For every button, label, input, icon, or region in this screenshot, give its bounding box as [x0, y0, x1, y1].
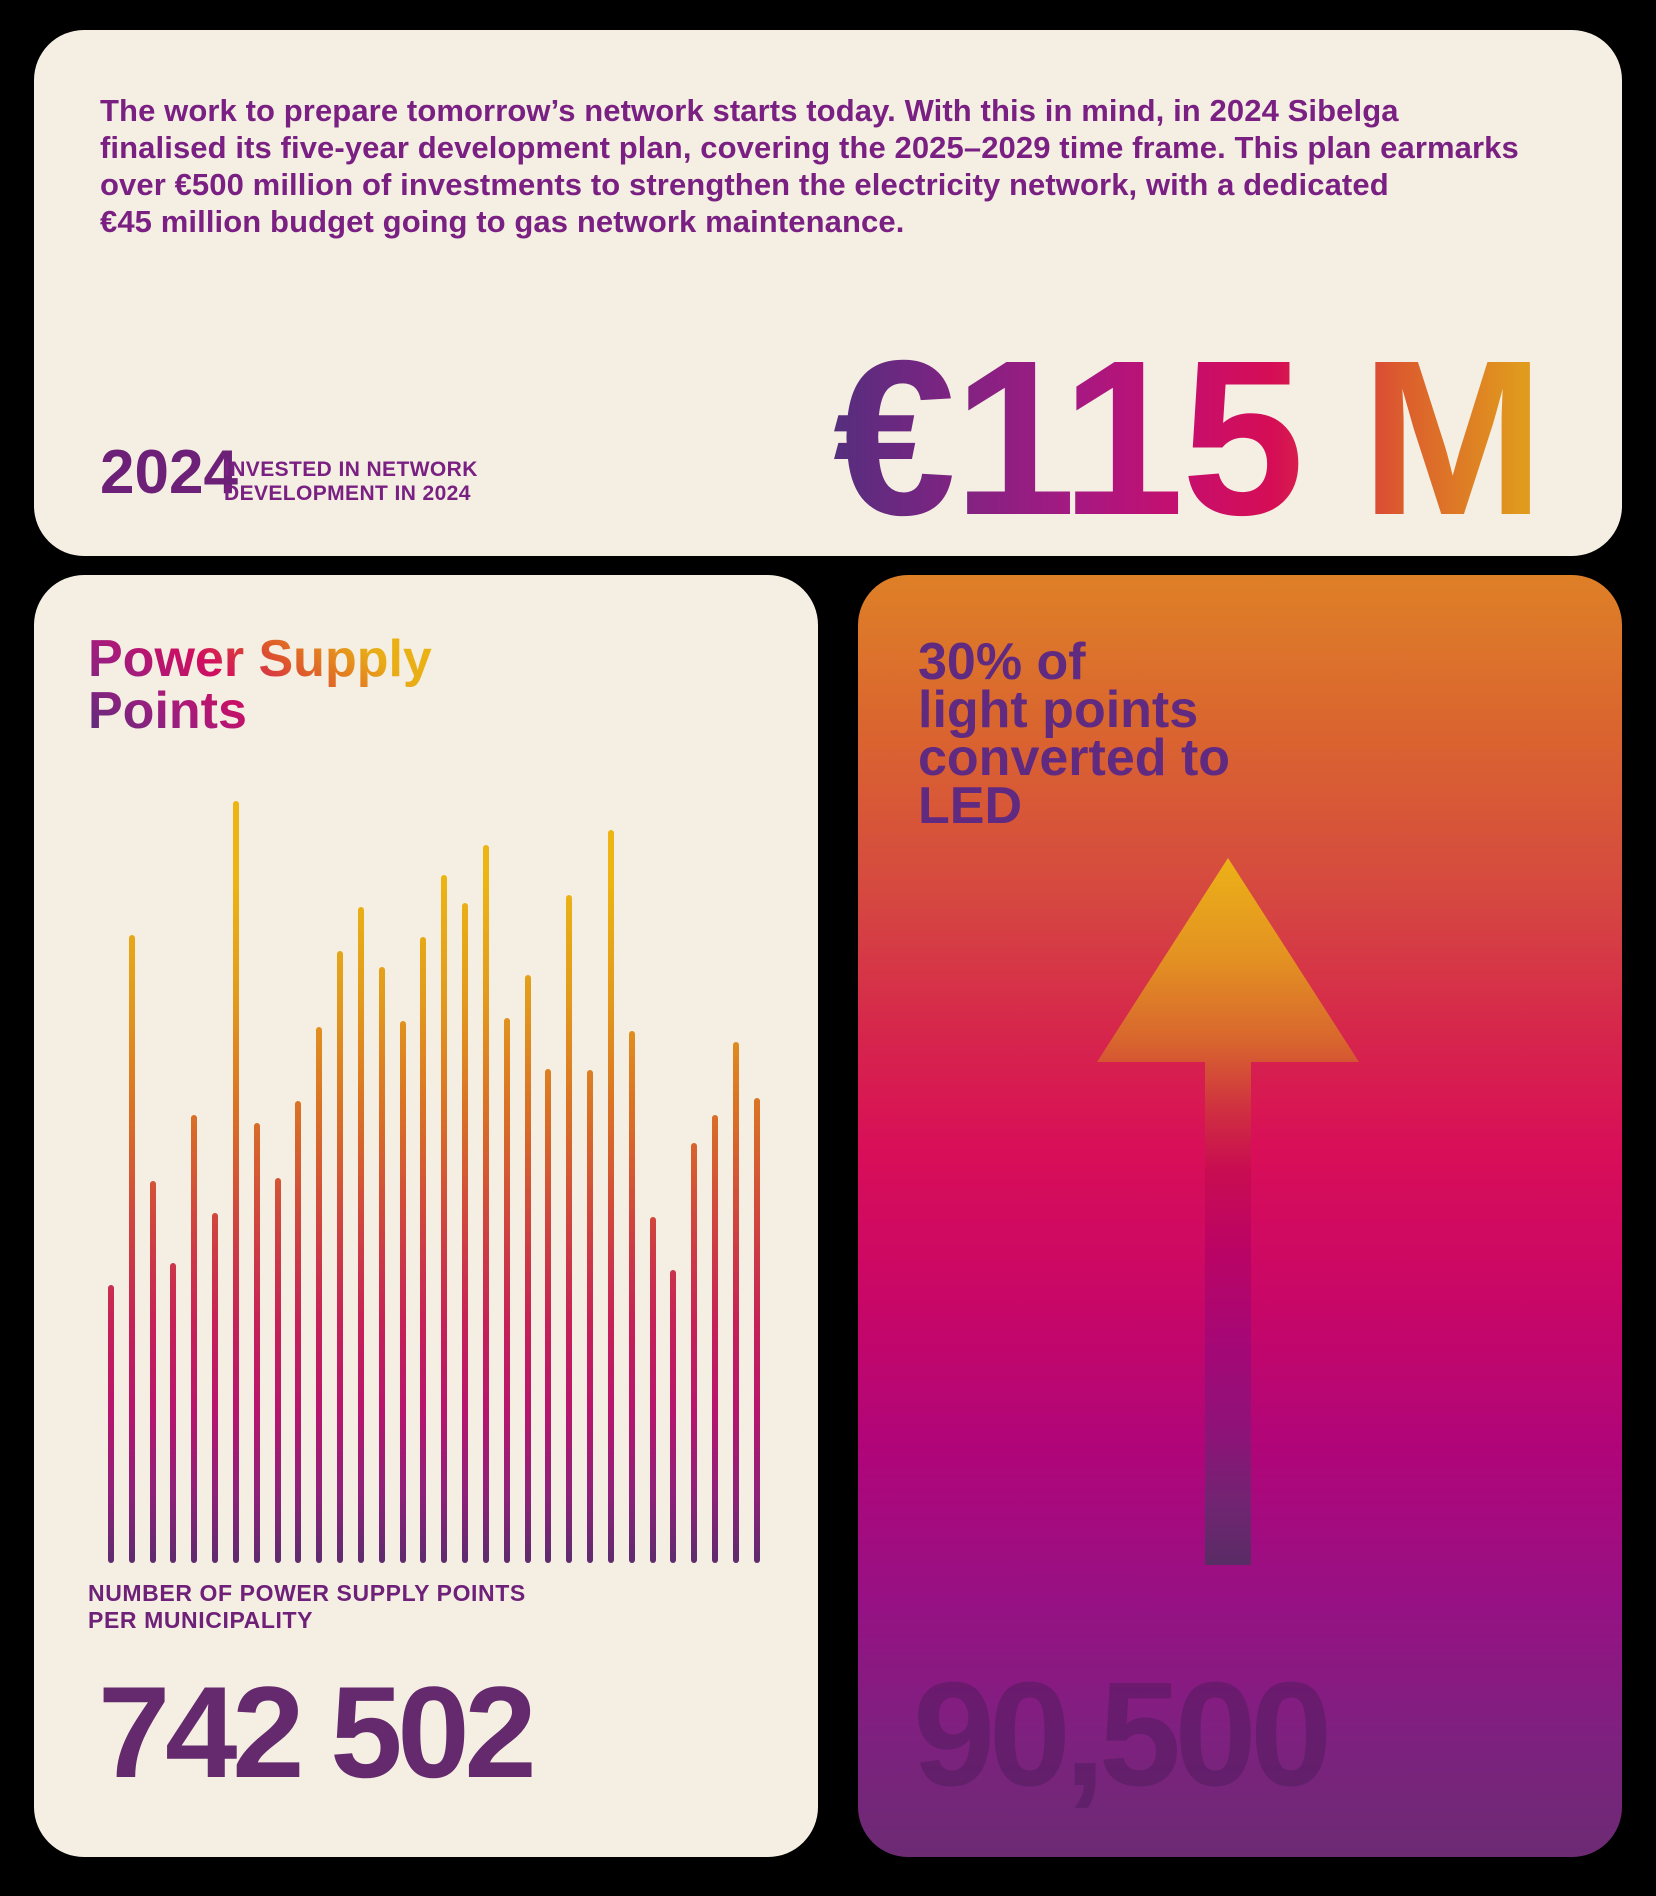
intro-paragraph-line: €45 million budget going to gas network maintenance.	[100, 204, 905, 239]
intro-paragraph-line: finalised its five-year development plan, covering the 2025–2029 time frame. This plan earmarks	[100, 130, 1519, 165]
bar	[212, 1213, 218, 1563]
led-headline-line: light points	[918, 681, 1199, 739]
invested-caption-line: INVESTED IN NETWORK	[224, 458, 478, 481]
bar	[504, 1018, 510, 1563]
bar	[191, 1115, 197, 1563]
bar	[420, 937, 426, 1563]
bar	[400, 1021, 406, 1563]
chart-title-line: Points	[88, 682, 247, 740]
bar	[608, 830, 614, 1563]
bar	[670, 1270, 676, 1563]
bar	[525, 975, 531, 1563]
chart-caption	[88, 1580, 526, 1634]
bar	[733, 1042, 739, 1563]
invested-caption	[224, 458, 478, 506]
power-supply-points-card	[34, 575, 818, 1857]
led-points-value: 90,500	[913, 1652, 1326, 1817]
bar	[566, 895, 572, 1563]
bar	[462, 903, 468, 1563]
chart-title-line: Power Supply	[88, 630, 432, 688]
chart-caption-line: PER MUNICIPALITY	[88, 1607, 314, 1633]
bar	[150, 1181, 156, 1563]
bar	[254, 1123, 260, 1563]
led-headline-line: converted to	[918, 729, 1231, 787]
led-headline-line: LED	[918, 777, 1022, 835]
intro-paragraph-line: over €500 million of investments to strengthen the electricity network, with a dedicated	[100, 167, 1389, 202]
bar	[233, 801, 239, 1563]
intro-paragraph	[100, 92, 1519, 240]
year-label: 2024	[100, 438, 238, 507]
bar	[275, 1178, 281, 1563]
bar	[379, 967, 385, 1563]
intro-paragraph-line: The work to prepare tomorrow’s network starts today. With this in mind, in 2024 Sibelga	[100, 93, 1399, 128]
total-power-supply-points-value: 742 502	[98, 1659, 532, 1805]
bar	[170, 1263, 176, 1563]
bar-chart	[108, 801, 760, 1563]
bar	[629, 1031, 635, 1563]
bar	[316, 1027, 322, 1563]
bar	[712, 1115, 718, 1563]
bar	[691, 1143, 697, 1563]
bar	[337, 951, 343, 1563]
led-headline-line: 30% of	[918, 633, 1086, 691]
chart-title	[88, 630, 432, 740]
bar	[545, 1069, 551, 1563]
bar	[587, 1070, 593, 1563]
bar	[295, 1101, 301, 1563]
led-conversion-card	[858, 575, 1622, 1857]
bar	[108, 1285, 114, 1563]
chart-caption-line: NUMBER OF POWER SUPPLY POINTS	[88, 1580, 526, 1606]
bar	[358, 907, 364, 1563]
invested-caption-line: DEVELOPMENT IN 2024	[224, 482, 471, 505]
bar	[129, 935, 135, 1563]
bar	[650, 1217, 656, 1563]
led-headline	[918, 633, 1231, 835]
bar	[483, 845, 489, 1563]
bar	[441, 875, 447, 1563]
bar	[754, 1098, 760, 1563]
investment-summary-card	[34, 30, 1622, 561]
invested-amount-value: €115 M	[832, 314, 1542, 561]
